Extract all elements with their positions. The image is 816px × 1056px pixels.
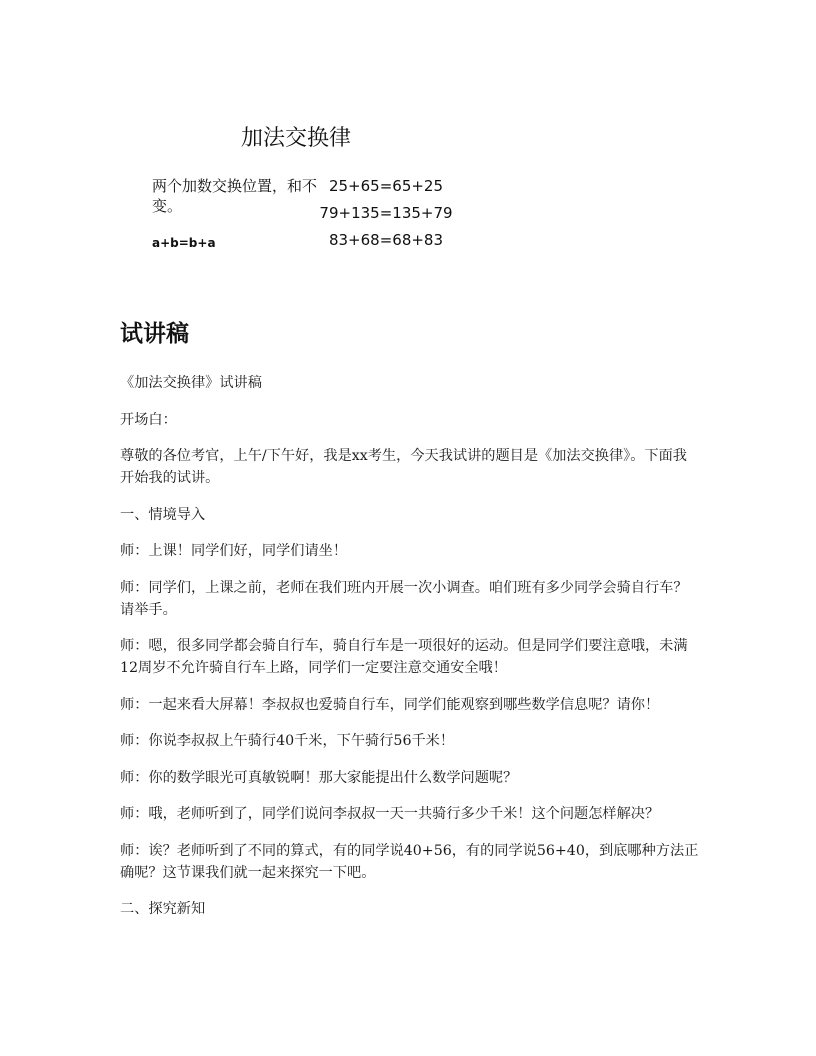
blackboard-design bbox=[0, 0, 816, 280]
paragraph: 师：上课！同学们好，同学们请坐！ bbox=[120, 543, 348, 559]
paragraph: 师：哦，老师听到了，同学们说问李叔叔一天一共骑行多少千米！这个问题怎样解决？ bbox=[120, 806, 660, 822]
section-label: 一、情境导入 bbox=[120, 506, 206, 523]
paragraph: 师：诶？老师听到了不同的算式，有的同学说40+56，有的同学说56+40，到底哪种方法正确呢？这节课我们就一起来探究一下吧。 bbox=[120, 842, 699, 881]
board-example: 25+65=65+25 bbox=[328, 177, 444, 195]
paragraph: 尊敬的各位考官，上午/下午好，我是xx考生，今天我试讲的题目是《加法交换律》。下面我开始我的试讲。 bbox=[120, 448, 687, 486]
paragraph: 师：同学们，上课之前，老师在我们班内开展一次小调查。咱们班有多少同学会骑自行车？请举手。 bbox=[120, 579, 688, 618]
paragraph: 开场白： bbox=[120, 411, 177, 428]
paragraph: 师：一起来看大屏幕！李叔叔也爱骑自行车，同学们能观察到哪些数学信息呢？请你！ bbox=[120, 696, 660, 713]
board-example: 79+135=135+79 bbox=[319, 204, 453, 222]
board-title: 加法交换律 bbox=[241, 126, 352, 151]
script-title: 《加法交换律》试讲稿 bbox=[120, 375, 262, 391]
paragraph: 师：嗯，很多同学都会骑自行车，骑自行车是一项很好的运动。但是同学们要注意哦，未满12周岁不允许骑自行车上路，同学们一定要注意交通安全哦！ bbox=[120, 638, 688, 676]
section-heading: 试讲稿 bbox=[120, 321, 189, 347]
board-rule: 两个加数交换位置，和不变。 bbox=[152, 177, 318, 215]
lecture-script bbox=[120, 372, 700, 935]
paragraph: 师：你说李叔叔上午骑行40千米，下午骑行56千米！ bbox=[120, 733, 455, 749]
paragraph: 师：你的数学眼光可真敏锐啊！那大家能提出什么数学问题呢？ bbox=[120, 769, 518, 786]
section-label: 二、探究新知 bbox=[120, 901, 206, 917]
board-formula: a+b=b+a bbox=[152, 236, 216, 250]
board-example: 83+68=68+83 bbox=[328, 231, 444, 249]
